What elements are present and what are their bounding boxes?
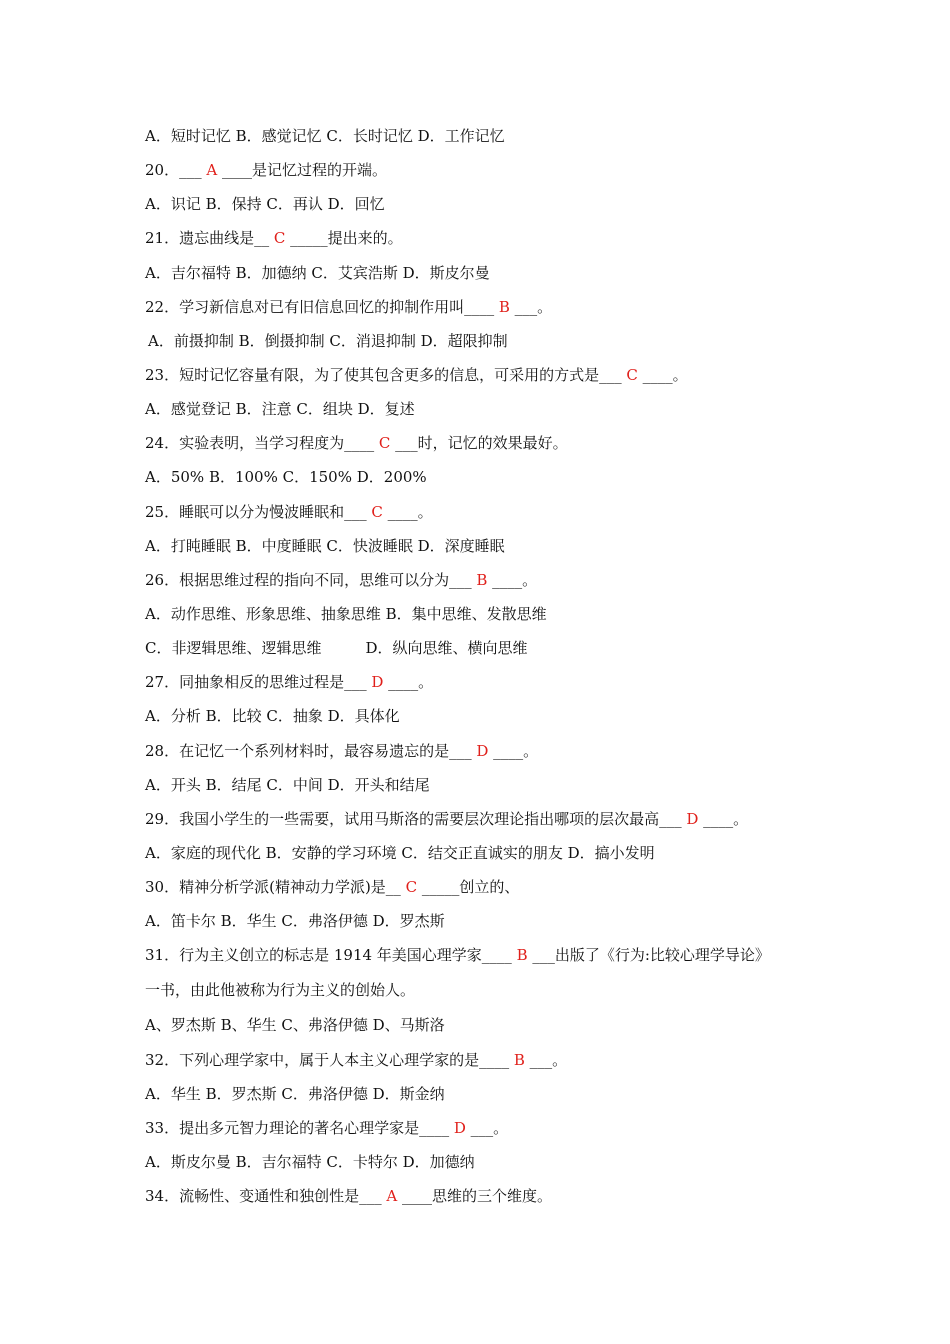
option-line: A．华生 B．罗杰斯 C．弗洛伊德 D．斯金纳	[145, 1084, 445, 1103]
option-line: A．前摄抑制 B．倒摄抑制 C．消退抑制 D．超限抑制	[148, 331, 508, 350]
question-line: 21．遗忘曲线是__ C _____提出来的。	[145, 229, 403, 248]
answer-mark: D	[686, 809, 699, 828]
answer-mark: A	[206, 161, 218, 180]
question-line: 32．下列心理学家中，属于人本主义心理学家的是____ B ___。	[145, 1050, 568, 1069]
option-line: A．动作思维、形象思维、抽象思维 B．集中思维、发散思维	[145, 604, 547, 623]
option-line: A．50% B．100% C．150% D．200%	[145, 468, 427, 487]
question-line: 25．睡眠可以分为慢波睡眠和___ C ____。	[145, 502, 433, 521]
answer-mark: B	[516, 946, 528, 965]
answer-mark: B	[513, 1050, 525, 1069]
question-continuation: 一书，由此他被称为行为主义的创始人。	[145, 981, 416, 1000]
question-line: 34．流畅性、变通性和独创性是___ A ____思维的三个维度。	[145, 1187, 552, 1206]
answer-mark: C	[273, 229, 286, 248]
question-line: 29．我国小学生的一些需要，试用马斯洛的需要层次理论指出哪项的层次最高___ D ____。	[145, 809, 749, 828]
answer-mark: C	[371, 502, 383, 521]
option-line: A．感觉登记 B．注意 C．组块 D．复述	[145, 400, 415, 419]
option-line: A．打盹睡眠 B．中度睡眠 C．快波睡眠 D．深度睡眠	[145, 536, 505, 555]
question-line: 24．实验表明，当学习程度为____ C ___时，记忆的效果最好。	[145, 434, 568, 453]
question-line: 27．同抽象相反的思维过程是___ D ____。	[145, 673, 434, 692]
question-line: 26．根据思维过程的指向不同，思维可以分为___ B ____。	[145, 570, 538, 589]
answer-mark: B	[476, 570, 488, 589]
answer-mark: C	[378, 434, 391, 453]
option-line: A．识记 B．保持 C．再认 D．回忆	[145, 195, 385, 214]
answer-mark: A	[386, 1187, 398, 1206]
option-line: A．开头 B．结尾 C．中间 D．开头和结尾	[145, 775, 430, 794]
question-line: 30．精神分析学派(精神动力学派)是__ C _____创立的、	[145, 878, 520, 897]
question-line: 28．在记忆一个系列材料时，最容易遗忘的是___ D ____。	[145, 741, 539, 760]
option-line: A、罗杰斯 B、华生 C、弗洛伊德 D、马斯洛	[145, 1016, 445, 1035]
answer-mark: D	[476, 741, 489, 760]
question-line: 31．行为主义创立的标志是 1914 年美国心理学家____ B ___出版了《行为:比较心理学导论》	[145, 946, 770, 965]
question-list	[145, 119, 825, 1213]
answer-mark: D	[453, 1118, 466, 1137]
question-line: 20．___ A ____是记忆过程的开端。	[145, 161, 387, 180]
answer-mark: B	[498, 297, 510, 316]
answer-mark: C	[405, 878, 418, 897]
question-line: 33．提出多元智力理论的著名心理学家是____ D ___。	[145, 1118, 509, 1137]
option-line: A．短时记忆 B．感觉记忆 C．长时记忆 D．工作记忆	[145, 127, 505, 145]
answer-mark: D	[371, 673, 384, 692]
option-line: A．家庭的现代化 B．安静的学习环境 C．结交正直诚实的朋友 D．搞小发明	[145, 843, 655, 862]
option-line: C．非逻辑思维、逻辑思维 D．纵向思维、横向思维	[145, 639, 528, 658]
option-line: A．吉尔福特 B．加德纳 C．艾宾浩斯 D．斯皮尔曼	[145, 263, 490, 282]
option-line: A．斯皮尔曼 B．吉尔福特 C．卡特尔 D．加德纳	[145, 1152, 475, 1171]
option-line: A．分析 B．比较 C．抽象 D．具体化	[145, 707, 400, 726]
question-line: 23．短时记忆容量有限，为了使其包含更多的信息，可采用的方式是___ C ____。	[145, 365, 688, 384]
answer-mark: C	[626, 365, 638, 384]
option-line: A．笛卡尔 B．华生 C．弗洛伊德 D．罗杰斯	[145, 912, 445, 931]
question-line: 22．学习新信息对已有旧信息回忆的抑制作用叫____ B ___。	[145, 297, 553, 316]
